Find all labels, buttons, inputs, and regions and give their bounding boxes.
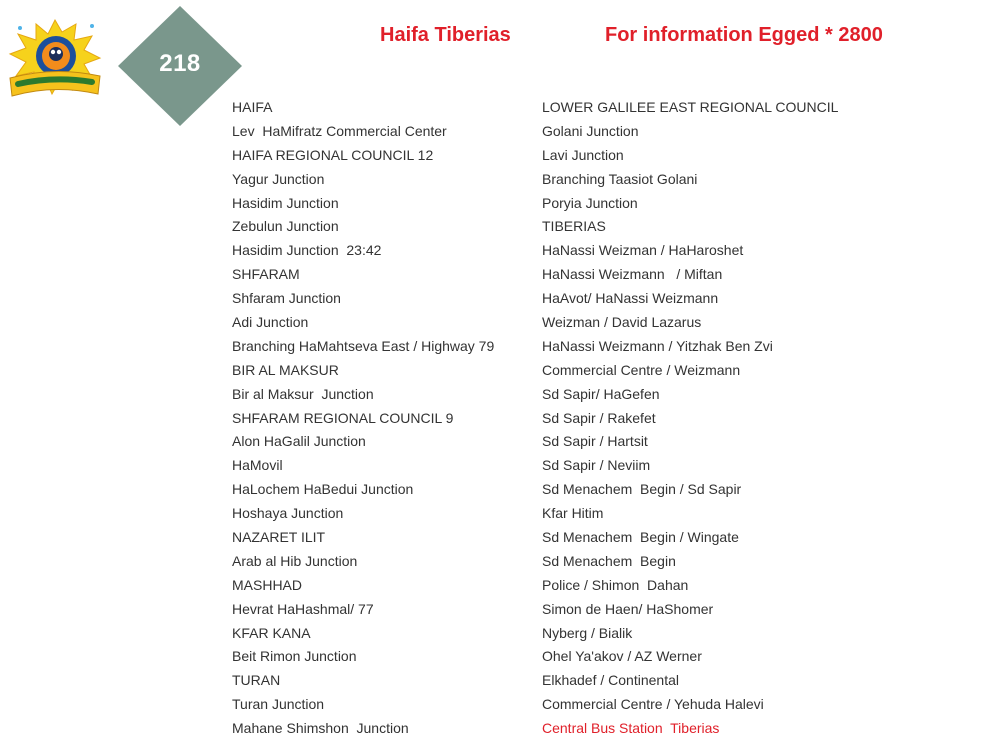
stop-item: KFAR KANA (232, 624, 311, 641)
stop-item: Alon HaGalil Junction (232, 433, 366, 450)
stop-item: Kfar Hitim (542, 505, 604, 522)
city-logo-icon (6, 18, 104, 100)
stop-item: Weizman / David Lazarus (542, 314, 702, 331)
stop-item: Hevrat HaHashmal/ 77 (232, 600, 374, 617)
stop-item: Poryia Junction (542, 194, 638, 211)
stop-item: Hasidim Junction 23:42 (232, 242, 382, 259)
stops-list-left (232, 96, 532, 741)
stop-item: Central Bus Station Tiberias (542, 720, 720, 737)
stop-item: HaMovil (232, 457, 283, 474)
info-line: For information Egged * 2800 (605, 24, 883, 46)
stop-item: Simon de Haen/ HaShomer (542, 600, 714, 617)
stop-item: SHFARAM (232, 266, 300, 283)
stop-item: Ohel Ya'akov / AZ Werner (542, 648, 702, 665)
stop-item: HaLochem HaBedui Junction (232, 481, 414, 498)
stop-item: HAIFA (232, 99, 273, 115)
stop-item: BIR AL MAKSUR (232, 361, 339, 378)
stop-item: Shfaram Junction (232, 290, 341, 307)
stop-item: HaAvot/ HaNassi Weizmann (542, 290, 719, 307)
stop-item: Commercial Centre / Weizmann (542, 361, 741, 378)
stop-item: Elkhadef / Continental (542, 672, 679, 689)
stop-item: Lavi Junction (542, 146, 624, 163)
stop-item: TURAN (232, 672, 281, 689)
stops-list-right (542, 96, 982, 741)
stop-item: Sd Menachem Begin / Wingate (542, 529, 739, 546)
stop-item: Branching Taasiot Golani (542, 170, 698, 187)
stop-item: Mahane Shimshon Junction (232, 720, 409, 737)
stop-item: Nyberg / Bialik (542, 624, 633, 641)
stop-item: HaNassi Weizmann / Miftan (542, 266, 723, 283)
stop-item: Lev HaMifratz Commercial Center (232, 122, 447, 139)
stop-item: Adi Junction (232, 314, 309, 331)
stop-item: Golani Junction (542, 122, 639, 139)
stop-item: Sd Sapir / Rakefet (542, 409, 656, 426)
stop-item: Hoshaya Junction (232, 505, 344, 522)
stop-item: Sd Sapir / Neviim (542, 457, 651, 474)
stop-item: TIBERIAS (542, 218, 606, 235)
stop-item: Turan Junction (232, 696, 325, 713)
stop-item: SHFARAM REGIONAL COUNCIL 9 (232, 409, 454, 426)
stop-item: HaNassi Weizman / HaHaroshet (542, 242, 744, 259)
stop-item: Zebulun Junction (232, 218, 339, 235)
stop-item: Police / Shimon Dahan (542, 576, 689, 593)
stop-item: Bir al Maksur Junction (232, 385, 374, 402)
stop-item: NAZARET ILIT (232, 529, 326, 546)
stop-item: LOWER GALILEE EAST REGIONAL COUNCIL (542, 99, 839, 115)
stop-item: HaNassi Weizmann / Yitzhak Ben Zvi (542, 337, 773, 354)
stop-item: Sd Sapir/ HaGefen (542, 385, 660, 402)
stop-item: Beit Rimon Junction (232, 648, 357, 665)
stop-item: Sd Menachem Begin (542, 552, 676, 569)
stop-item: Branching HaMahtseva East / Highway 79 (232, 337, 495, 354)
stop-item: Sd Sapir / Hartsit (542, 433, 648, 450)
stop-item: MASHHAD (232, 576, 303, 593)
stop-item: Sd Menachem Begin / Sd Sapir (542, 481, 742, 498)
route-title: Haifa Tiberias (380, 24, 511, 46)
stop-item: Commercial Centre / Yehuda Halevi (542, 696, 764, 713)
stop-item: Hasidim Junction (232, 194, 339, 211)
route-number: 218 (159, 50, 201, 77)
stop-item: HAIFA REGIONAL COUNCIL 12 (232, 146, 434, 163)
stop-item: Arab al Hib Junction (232, 552, 358, 569)
route-number-badge (118, 6, 242, 126)
stop-item: Yagur Junction (232, 170, 325, 187)
